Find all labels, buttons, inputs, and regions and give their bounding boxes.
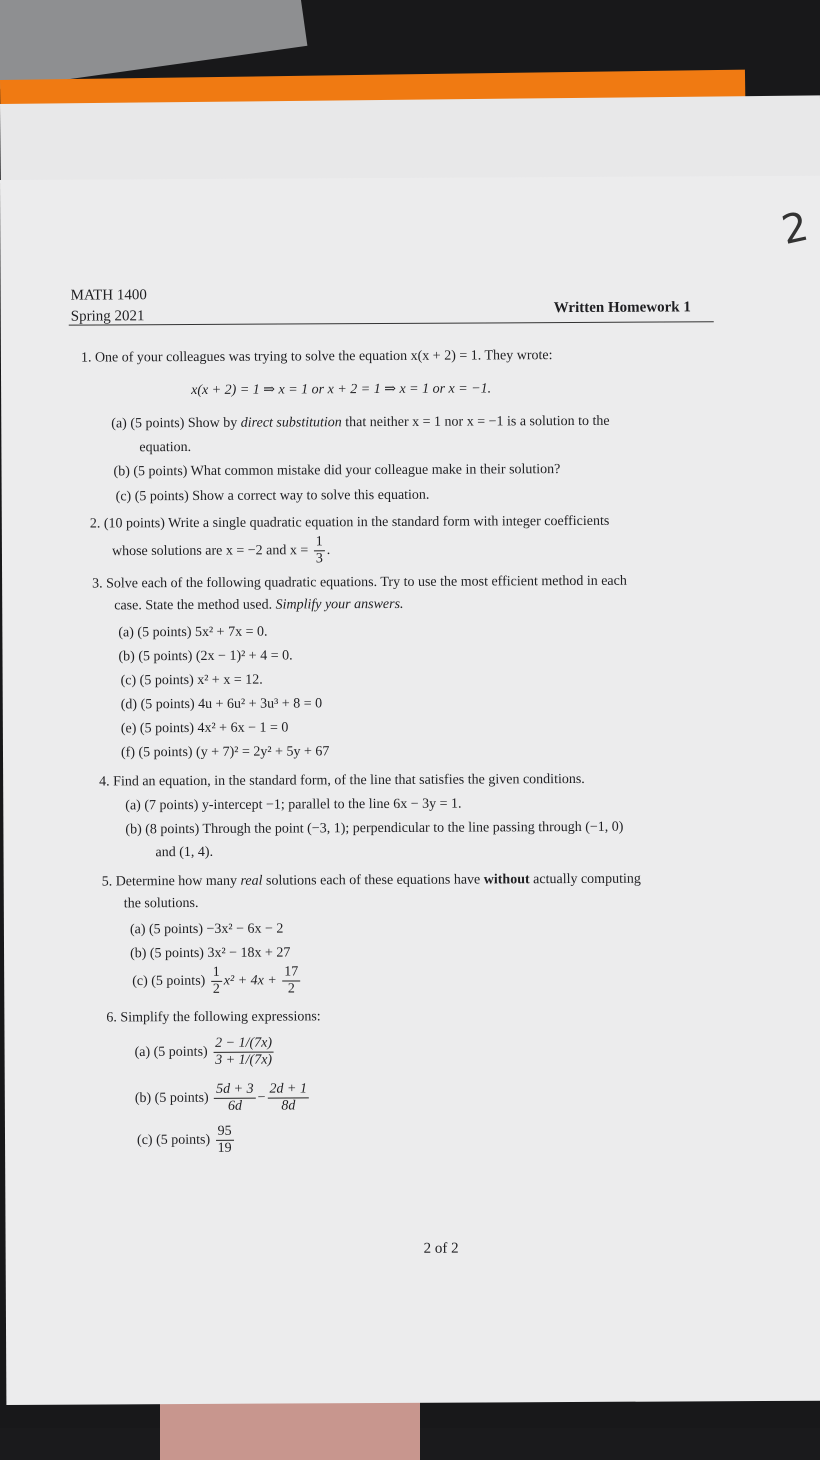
q5-line1-b: solutions each of these equations have: [262, 872, 484, 889]
q6-part-b: [135, 1081, 311, 1115]
q3-item-c: (c) (5 points) x² + x = 12.: [120, 672, 263, 689]
q6-b-operator: −: [257, 1090, 266, 1106]
page-footer: 2 of 2: [423, 1240, 459, 1257]
q5-line1-c: actually computing: [529, 871, 641, 888]
q5-part-a: (a) (5 points) −3x² − 6x − 2: [129, 921, 284, 938]
q5-c-f1-num: 1: [211, 965, 222, 982]
q6-c-label: (c) (5 points): [136, 1132, 211, 1149]
homework-page: [0, 176, 820, 1405]
q6-a-den: 3 + 1/(7x): [215, 1052, 273, 1068]
q1-part-b: (b) (5 points) What common mistake did your colleague make in their solution?: [113, 462, 561, 480]
q6-b-f2-num: 2d + 1: [267, 1081, 309, 1098]
q6-c-den: 19: [217, 1140, 232, 1156]
q6-a-num: 2 − 1/(7x): [213, 1036, 274, 1053]
q5-c-middle: x² + 4x +: [223, 973, 277, 989]
q3-item-f: (f) (5 points) (y + 7)² = 2y² + 5y + 67: [120, 744, 330, 761]
q6-b-f1-den: 6d: [227, 1098, 243, 1114]
q1-a-emphasis: direct substitution: [240, 415, 342, 431]
q5-part-c: [132, 964, 302, 998]
q5-c-f2-den: 2: [287, 981, 295, 997]
q3-item-a: (a) (5 points) 5x² + 7x = 0.: [118, 624, 268, 641]
q3-item-b: (b) (5 points) (2x − 1)² + 4 = 0.: [118, 648, 293, 665]
course-code: MATH 1400: [70, 287, 147, 304]
q3-line1: 3. Solve each of the following quadratic equations. Try to use the most efficient method in each: [92, 573, 627, 592]
q3-line2: [114, 596, 403, 616]
q6-b-f1-num: 5d + 3: [214, 1082, 256, 1099]
course-info: [71, 285, 147, 327]
q4-line1: 4. Find an equation, in the standard form, of the line that satisfies the given conditions.: [99, 771, 585, 790]
q6-a-label: (a) (5 points): [134, 1044, 208, 1061]
q6-b-f2-den: 8d: [281, 1098, 296, 1114]
q5-c-fraction-2: [282, 964, 300, 997]
q3-line2-emphasis: Simplify your answers.: [275, 596, 404, 613]
q1-a-suffix: that neither x = 1 nor x = −1 is a solution to the: [341, 413, 610, 431]
q1-part-a-cont: equation.: [139, 440, 192, 456]
q2-frac-num: 1: [314, 534, 325, 551]
q5-c-fraction-1: [211, 965, 222, 998]
q1-work: x(x + 2) = 1 ⇒ x = 1 or x + 2 = 1 ⇒ x = 1 or x = −1.: [191, 381, 492, 399]
q5-line1-bold: without: [483, 872, 530, 888]
q6-b-label: (b) (5 points): [134, 1090, 209, 1107]
q4-part-b: (b) (8 points) Through the point (−3, 1); perpendicular to the line passing through (−1, 0): [125, 819, 624, 838]
q6-a-fraction: [213, 1036, 274, 1069]
q1-part-a: [111, 413, 609, 434]
q6-part-a: [134, 1036, 276, 1070]
q4-part-b-cont: and (1, 4).: [155, 844, 214, 861]
q2-fraction: [314, 534, 325, 567]
q1-a-prefix: (a) (5 points) Show by: [111, 415, 241, 432]
q5-c-f1-den: 2: [212, 981, 220, 997]
q5-line2: the solutions.: [123, 895, 199, 912]
q5-part-b: (b) (5 points) 3x² − 18x + 27: [130, 945, 291, 962]
q5-line1-a: 5. Determine how many: [101, 873, 241, 890]
q2-end: .: [326, 542, 331, 559]
q6-part-c: [137, 1124, 236, 1158]
q5-c-f2-num: 17: [282, 964, 300, 981]
q3-item-e: (e) (5 points) 4x² + 6x − 1 = 0: [120, 720, 289, 737]
q5-c-label: (c) (5 points): [132, 973, 206, 990]
handwritten-page-number: 2: [777, 203, 813, 255]
header-rule: [69, 321, 714, 325]
q6-c-fraction: [216, 1124, 234, 1157]
q5-line1: [102, 871, 641, 892]
assignment-title: Written Homework 1: [553, 299, 691, 317]
course-term: Spring 2021: [70, 308, 145, 325]
q2-frac-den: 3: [315, 551, 323, 567]
q5-line1-emphasis: real: [240, 873, 263, 889]
q3-item-d: (d) (5 points) 4u + 6u² + 3u³ + 8 = 0: [120, 696, 323, 713]
q6-b-fraction-2: [267, 1081, 309, 1114]
q3-line2-plain: case. State the method used.: [114, 597, 276, 614]
q6-line1: 6. Simplify the following expressions:: [106, 1009, 321, 1026]
q6-b-fraction-1: [214, 1082, 256, 1115]
q1-stem: 1. One of your colleagues was trying to solve the equation x(x + 2) = 1. They wrote:: [80, 348, 553, 366]
q2-line2: [112, 534, 330, 568]
q4-part-a: (a) (7 points) y-intercept −1; parallel to the line 6x − 3y = 1.: [125, 796, 462, 814]
q2-line1: 2. (10 points) Write a single quadratic equation in the standard form with integer coefficients: [89, 513, 610, 532]
q1-part-c: (c) (5 points) Show a correct way to solve this equation.: [115, 487, 430, 505]
q2-line2-text: whose solutions are x = −2 and x =: [111, 543, 309, 560]
q6-c-num: 95: [216, 1124, 234, 1141]
